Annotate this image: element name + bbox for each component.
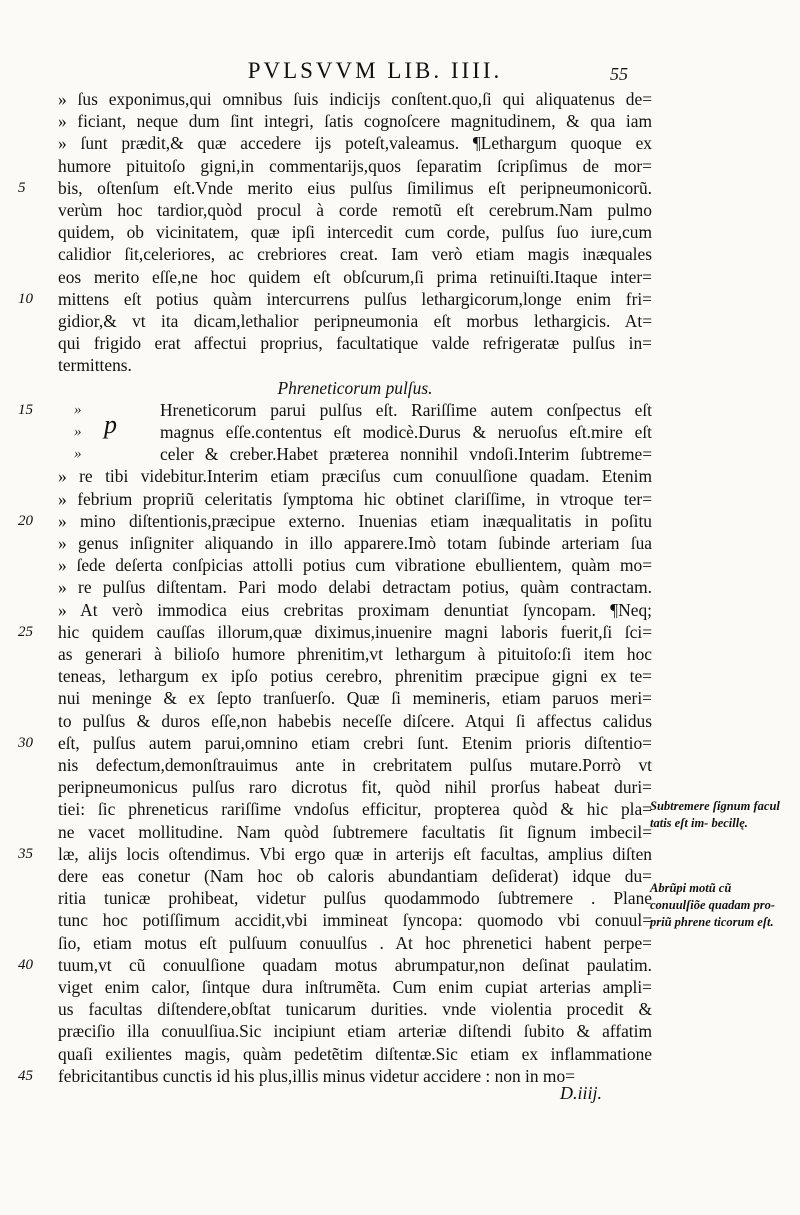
text-line: as generari à bilioſo humore phrenitim,vt lethargum à pituitoſo:ſi item hoc	[58, 644, 652, 664]
text-line: » ſede deſerta conſpicias attolli potius cum vibratione ebullientem, quàm mo=	[58, 555, 652, 576]
quote-mark: »	[74, 424, 82, 440]
drop-cap: p	[104, 410, 117, 439]
text-line: to pulſus & duros eſſe,non habebis neceſſe diſcere. Atqui ſi affectus calidus	[58, 710, 652, 731]
line-number: 20	[18, 512, 33, 529]
text-line: quaſi exilientes magis, quàm pedetẽtim diſtentæ.Sic etiam ex inflammatione	[58, 1043, 652, 1064]
line-number: 40	[18, 956, 33, 973]
text-line: dere eas conetur (Nam hoc ob caloris abundantiam deſiderat) idque du=	[58, 866, 652, 886]
margin-note-abrupi: Abrũpi motũ cũ conuulſiõe quadam pro- priũ phrene ticorum eſt.	[650, 881, 776, 929]
text-line: ritia tunicæ prohibeat, videtur pulſus quodammodo ſubtremere . Plane	[58, 888, 652, 909]
text-line: læ, alijs locis oſtendimus. Vbi ergo quæ in arterijs eſt facultas, amplius diſten	[58, 843, 652, 864]
quote-mark: »	[74, 446, 82, 463]
text-line: tunc hoc potiſſimum accidit,vbi immineat ſyncopa: quomodo vbi conuul=	[58, 910, 652, 931]
text-line: » genus inſigniter aliquando in illo apparere.Imò totam ſubinde arteriam ſua	[58, 533, 652, 553]
text-line: bis, oſtenſum eſt.Vnde merito eius pulſus ſimilimus eſt peripneumonicorũ.	[58, 177, 652, 198]
running-head: PVLSVVM LIB. IIII.	[247, 58, 503, 83]
text-line: tuum,vt cũ conuulſione quadam motus abrumpatur,non deſinat paulatim.	[58, 954, 652, 975]
text-line: celer & creber.Habet præterea nonnihil vndoſi.Interim ſubtreme=	[160, 444, 652, 465]
text-line: » ſunt prædit,& quæ accedere ijs poteſt,valeamus. ¶Lethargum quoque ex	[58, 133, 652, 154]
text-line: febricitantibus cunctis id his plus,illis minus videtur accidere : non in mo=	[58, 1065, 575, 1086]
text-line: mittens eſt potius quàm intercurrens pulſus lethargicorum,longe enim fri=	[58, 288, 652, 309]
line-number: 15	[18, 401, 33, 418]
text-line: » re tibi videbitur.Interim etiam præciſus cum conuulſione quadam. Etenim	[58, 466, 652, 487]
text-line: Hreneticorum parui pulſus eſt. Rariſſime autem conſpectus eſt	[160, 399, 652, 420]
line-number: 35	[18, 845, 33, 862]
text-line: Phreneticorum pulſus.	[277, 377, 433, 398]
text-line: ſio, etiam motus eſt pulſuum conuulſus . At hoc phrenetici habent perpe=	[58, 932, 652, 953]
text-line: us facultas diſtendere,obſtat tunicarum durities. vnde violentia procedit &	[58, 999, 652, 1020]
text-line: » re pulſus diſtentam. Pari modo delabi detractam potius, quàm contractam.	[58, 577, 652, 598]
text-line: » mino diſtentionis,præcipue externo. Inuenias etiam inæqualitatis in poſitu	[58, 510, 652, 531]
text-line: tiei: ſic phreneticus rariſſime vndoſus efficitur, propterea quòd & hic pla=	[58, 799, 652, 820]
line-number: 10	[18, 290, 33, 307]
line-number: 25	[18, 623, 33, 640]
line-number: 5	[18, 179, 26, 196]
text-line: peripneumonicus pulſus raro dicrotus fit, quòd nihil prorſus habeat duri=	[58, 777, 652, 798]
text-line: termittens.	[58, 355, 132, 376]
text-line: calidior ſit,celeriores, ac crebriores creat. Iam verò etiam magis inæquales	[58, 244, 652, 265]
text-line: magnus eſſe.contentus eſt modicè.Durus & neruoſus eſt.mire eſt	[160, 422, 652, 442]
quote-mark: »	[74, 401, 82, 418]
text-line: nui meninge & ex ſepto tranſuerſo. Quæ ſi memineris, etiam paruos meri=	[58, 688, 652, 709]
text-line: » febrium propriũ celeritatis ſymptoma hic obtinet clariſſime, in vtroque ter=	[58, 488, 652, 509]
text-line: teneas, lethargum ex ipſo potius cerebro, phrenitim præcipue gigni ex te=	[58, 666, 652, 687]
text-line: nis defectum,demonſtrauimus ante in crebritatem pulſus mutare.Porrò vt	[58, 755, 652, 775]
signature-mark: D.iiij.	[560, 1083, 603, 1103]
page-number: 55	[610, 64, 628, 84]
text-line: ne vacet mollitudine. Nam quòd ſubtremere facultatis ſit ſignum imbecil=	[58, 821, 652, 842]
text-line: humore pituitoſo gigni,in commentarijs,quos ſeparatim ſcripſimus de mor=	[58, 155, 652, 176]
margin-note-subtremere: Subtremere ſignum facul tatis eſt im- becillę.	[650, 799, 780, 830]
text-line: » ſus exponimus,qui omnibus ſuis indicijs conſtent.quo,ſi qui aliquatenus de=	[58, 89, 652, 109]
text-line: qui frigido erat affectui proprius, facultatique valde refrigeratæ pulſus in=	[58, 333, 652, 354]
text-line: » ficiant, neque dum ſint integri, ſatis cognoſcere magnitudinem, & qua iam	[58, 111, 652, 132]
text-line: quidem, ob vicinitatem, quæ ipſi intercedit cum corde, pulſus ſuo iure,cum	[58, 222, 652, 243]
text-line: eſt, pulſus autem parui,omnino etiam crebri ſunt. Etenim prioris diſtentio=	[58, 732, 652, 753]
text-line: » At verò immodica eius crebritas proximam denuntiat ſyncopam. ¶Neq;	[58, 599, 652, 620]
text-line: hic quidem cauſſas illorum,quæ diximus,inuenire magni laboris fuerit,ſi ſci=	[58, 621, 652, 642]
text-line: viget enim calor, ſintque dura inſtrumẽta. Cum enim cupiat arterias ampli=	[58, 977, 652, 997]
line-number: 45	[18, 1067, 33, 1084]
text-line: verùm hoc tardior,quòd procul à corde remotũ eſt cerebrum.Nam pulmo	[58, 200, 652, 220]
text-line: præciſio illa conuulſiua.Sic incipiunt etiam arteriæ diſtendi ſubito & affatim	[58, 1021, 652, 1042]
text-line: eos merito eſſe,ne hoc quidem eſt obſcurum,ſi prima retinuiſti.Itaque inter=	[58, 266, 652, 287]
text-line: gidior,& vt ita dicam,lethalior peripneumonia eſt morbus lethargicis. At=	[58, 311, 652, 331]
line-number: 30	[18, 734, 33, 751]
